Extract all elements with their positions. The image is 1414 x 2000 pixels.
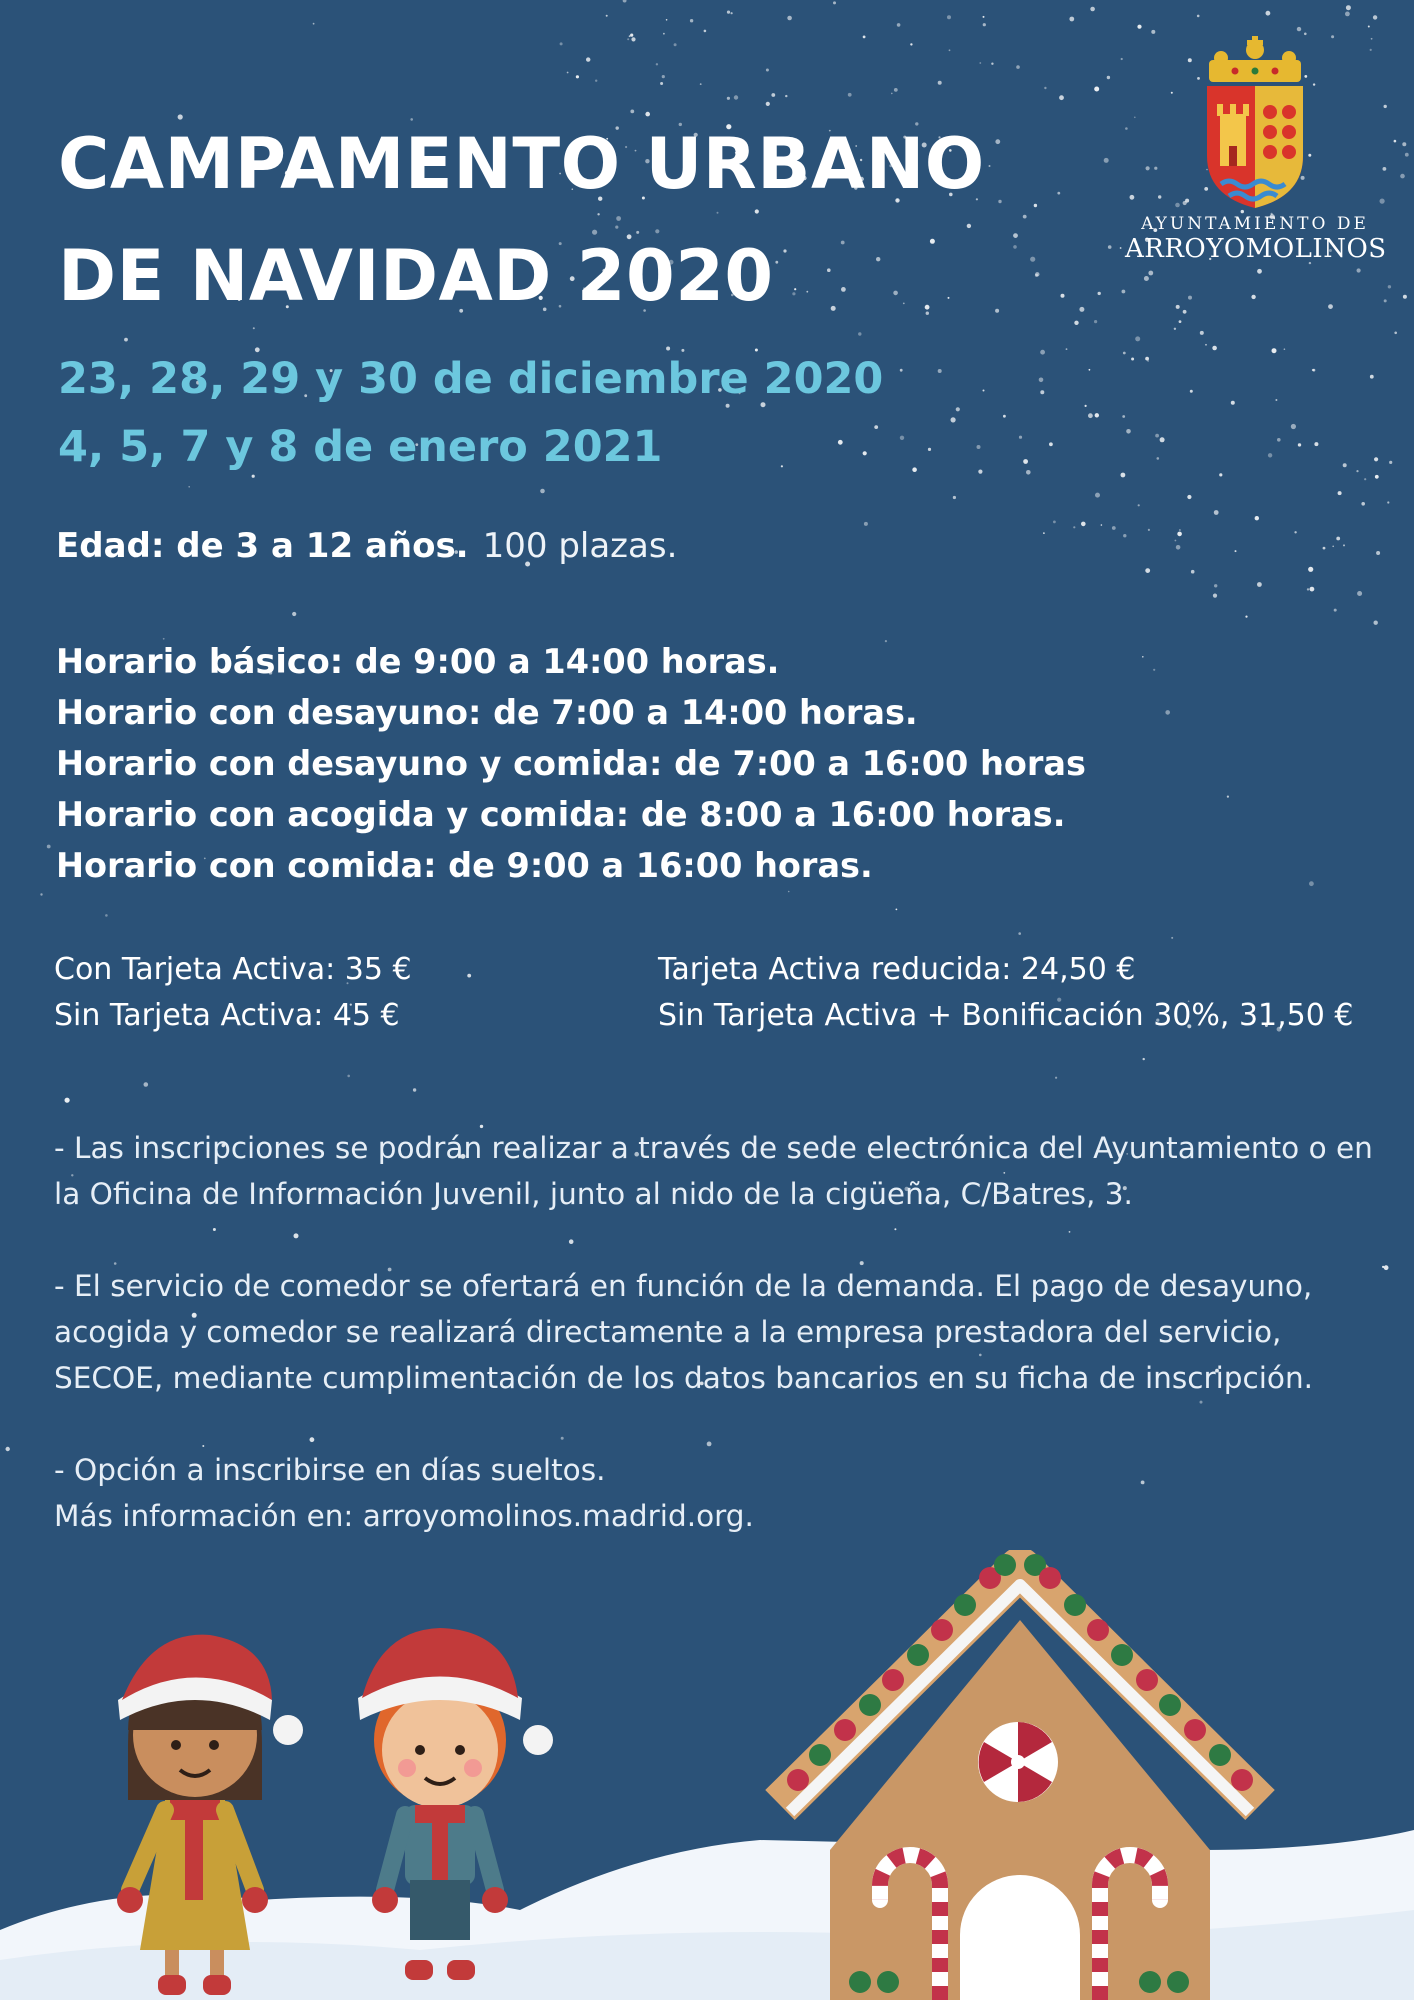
municipality-logo [1125,36,1385,276]
snowflake [983,16,985,18]
snowflake [1219,473,1222,476]
snowflake [1257,582,1262,587]
snowflake [1370,375,1374,379]
snowflake [1368,26,1370,28]
snowflake [1137,25,1141,29]
snowflake [188,486,190,488]
snowflake [1343,544,1345,546]
snowflake [105,914,108,917]
snowflake [896,909,898,911]
snowflake [1019,436,1022,439]
snowflake [1205,344,1207,346]
snowflake [785,95,787,97]
snowflake [1121,58,1123,60]
snowflake [1346,5,1351,10]
price-item: Sin Tarjeta Activa + Bonificación 30%, 31,50 € [658,998,1354,1033]
snowflake [1040,350,1045,355]
snowflake [727,97,730,100]
snowflake [313,23,315,25]
snowflake [1013,245,1017,249]
snowflake [1107,76,1110,79]
snowflake [1191,570,1195,574]
snowflake [998,200,1001,203]
snowflake [662,75,665,78]
snowflake [1298,443,1301,446]
registration-note: - Las inscripciones se podrán realizar a través de sede electrónica del Ayuntamiento o en la Oficina de Información Juvenil, junto al nido de la cigüeña, C/Batres, 3. [54,1131,1373,1211]
snowflake [1101,524,1103,526]
snowflake [1057,192,1060,195]
snowflake [766,69,769,72]
snowflake [1026,470,1031,475]
snowflake [1088,413,1093,418]
loose-days-note: - Opción a inscribirse en días sueltos. [54,1453,606,1487]
snowflake [124,338,128,342]
snowflake [1266,11,1271,16]
snowflake [1085,405,1087,407]
snowflake [1123,534,1126,537]
snowflake [731,12,733,14]
snowflake [666,19,668,21]
snowflake [1231,401,1235,405]
snowflake [1016,65,1020,69]
snowflake [1171,937,1173,939]
snowflake [1121,473,1126,478]
snowflake [1151,30,1155,34]
snowflake [912,467,917,472]
snowflake [953,496,956,499]
snowflake [989,165,991,167]
snowflake [1376,551,1380,555]
snowflake [47,845,51,849]
snowflake [674,43,677,46]
snowflake [1284,348,1286,350]
prices-left-column [54,947,412,1039]
dates-december: 23, 28, 29 y 30 de diciembre 2020 [58,354,884,404]
snowflake [1403,295,1407,299]
snowflake [1361,502,1365,506]
more-info-link: Más información en: arroyomolinos.madrid.org. [54,1499,754,1533]
schedule-item: Horario con comida: de 9:00 a 16:00 horas. [56,846,873,885]
snowflake [1356,470,1358,472]
snowflake [1023,459,1028,464]
snowflake [1081,522,1086,527]
dining-note: - El servicio de comedor se ofertará en función de la demanda. El pago de desayuno, acogida y comedor se realizará directamente a la empresa prestadora del servicio, SECOE, mediante cumplimentación de los datos bancarios en su ficha de inscripción. [54,1269,1314,1395]
snowflake [1040,390,1044,394]
snowflake [977,445,981,449]
snowflake [623,0,627,3]
snowflake [606,15,608,17]
snowflake [1291,424,1296,429]
snowflake [938,369,942,373]
snowflake [1310,587,1315,592]
snowflake [1297,27,1301,31]
snowflake [1175,540,1177,542]
snowflake [65,1098,70,1103]
schedule-item: Horario con acogida y comida: de 8:00 a 16:00 horas. [56,795,1066,834]
snowflake [983,390,985,392]
snowflake [1214,584,1217,587]
snowflake [467,974,471,978]
snowflake [1074,321,1078,325]
snowflake [1389,461,1392,464]
snowflake [1277,438,1281,442]
snowflake [864,522,868,526]
snowflake [1227,796,1229,798]
snowflake [1013,233,1018,238]
snowflake [928,448,931,451]
snowflake [1034,204,1037,207]
age-range: Edad: de 3 a 12 años. [56,526,469,566]
schedule-item: Horario básico: de 9:00 a 14:00 horas. [56,642,780,681]
snowflake [1145,357,1149,361]
snowflake [894,88,898,92]
snowflake [1312,369,1314,371]
snowflake [1153,669,1155,671]
snowflake [1357,591,1362,596]
snowflake [1183,310,1187,314]
snowflake [567,72,569,74]
snowflake [1394,332,1397,335]
snowflake [1214,510,1219,515]
snowflake [766,102,770,106]
snowflake [1165,710,1170,715]
gingerbread-house-illustration [780,1554,1260,2000]
snowflake [983,23,986,26]
snowflake [1388,285,1391,288]
information-notes [54,1125,1374,1539]
snowflake [1332,546,1334,548]
snowflake [1328,304,1333,309]
snowflake [947,15,951,19]
snowflake [1122,415,1125,418]
schedule-item: Horario con desayuno y comida: de 7:00 a 16:00 horas [56,744,1086,783]
snowflake [1095,493,1100,498]
snowflake [848,93,852,97]
snowflake [1094,87,1099,92]
price-item: Con Tarjeta Activa: 35 € [54,952,412,987]
snowflake [1073,526,1075,528]
snowflake [1308,567,1313,572]
schedule-item: Horario con desayuno: de 7:00 a 14:00 horas. [56,693,918,732]
snowflake [1112,526,1116,530]
snowflake [1384,299,1387,302]
snowflake [949,49,951,51]
snowflake [1003,415,1006,418]
snowflake [540,489,545,494]
snowflake [1294,531,1296,533]
snowflake [1251,295,1255,299]
snowflake [1138,504,1140,506]
snowflake [1157,457,1160,460]
snowflake [630,34,633,37]
snowflake [1400,174,1405,179]
snowflake [1179,320,1182,323]
snowflake [1405,153,1409,157]
snowflake [1122,290,1126,294]
snowflake [1079,307,1084,312]
snowflake [704,30,707,33]
snowflake [1090,7,1095,12]
page-title [58,108,985,332]
snowflake [1098,292,1101,295]
snowflake [978,470,982,474]
snowflake [1373,15,1377,19]
logo-caption-bottom: ARROYOMOLINOS [1125,234,1387,264]
places-count: 100 plazas. [482,526,678,566]
title-line-1: CAMPAMENTO URBANO [58,123,985,205]
coat-of-arms-icon [1125,36,1385,216]
snowflake [1030,257,1035,262]
snowflake [1069,17,1074,22]
snowflake [1176,305,1180,309]
snowflake [1126,429,1131,434]
snowflake [1104,158,1109,163]
snowflake [700,83,702,85]
snowflake [1095,413,1099,417]
snowflake [1200,331,1204,335]
snowflake [1131,358,1134,361]
snowflake [1343,463,1347,467]
snowflake [1160,437,1165,442]
snowflake [1043,532,1045,534]
snowflake [951,417,956,422]
snowflake [627,38,629,40]
snowflake [1314,442,1318,446]
snowflake [900,436,904,440]
snowflake [1120,247,1122,249]
snowflake [1394,140,1397,143]
snowflake [1375,475,1379,479]
snowflake [1374,621,1378,625]
snowflake [1338,491,1342,495]
snowflake [1272,348,1277,353]
snowflake [1061,294,1065,298]
snowflake [1044,87,1046,89]
snowflake [1135,336,1140,341]
snowflake [991,63,993,65]
snowflake [910,43,912,45]
snowflake [1039,378,1044,383]
snowflake [1144,276,1149,281]
snowflake [1148,529,1150,531]
snowflake [1035,272,1039,276]
snowflake [660,82,663,85]
snowflake [1155,434,1159,438]
snowflake [1384,1265,1389,1270]
snowflake [1053,521,1056,524]
snowflake [1145,568,1150,573]
schedule-list [56,636,1086,891]
prices-right-column [658,947,1353,1039]
snowflake [1364,478,1366,480]
snowflake [690,19,693,22]
snowflake [1089,369,1091,371]
snowflake [1188,296,1192,300]
snowflake [1142,656,1144,658]
title-line-2: DE NAVIDAD 2020 [58,235,774,317]
snowflake [1307,588,1309,590]
age-and-places [56,521,677,571]
snowflake [1374,457,1378,461]
snowflake [1059,95,1064,100]
snowflake [891,93,893,95]
snowflake [1018,932,1021,935]
snowflake [1345,12,1350,17]
snowflake [1174,328,1176,330]
snowflake [1382,1266,1384,1268]
snowflake [663,33,665,35]
snowflake [631,37,635,41]
snowflake [956,407,960,411]
snowflake [1177,532,1182,537]
dates-january: 4, 5, 7 y 8 de enero 2021 [58,422,663,472]
snowflake [1323,547,1326,550]
snowflake [595,80,597,82]
snowflake [6,1447,10,1451]
snowflake [1123,352,1126,355]
snowflake [586,57,590,61]
snowflake [1213,594,1217,598]
snowflake [1187,495,1191,499]
snowflake [1334,609,1337,612]
snowflake [1190,390,1193,393]
snowflake [1108,245,1112,249]
snowflake [938,81,942,85]
snowflake [1275,399,1277,401]
snowflake [656,63,658,65]
snowflake [863,36,866,39]
snowflake [576,75,579,78]
snowflake [858,332,861,335]
snowflake [787,16,792,21]
price-item: Sin Tarjeta Activa: 45 € [54,998,400,1033]
logo-caption-top: AYUNTAMIENTO DE [1141,214,1369,234]
snowflake [1049,442,1053,446]
snowflake [979,62,981,64]
snowflake [1235,550,1237,552]
snowflake [1304,33,1307,36]
snowflake [1176,545,1181,550]
snowflake [771,93,775,97]
snowflake [292,612,296,616]
snowflake [1179,529,1181,531]
snowflake [1245,616,1247,618]
snowflake [347,1075,350,1078]
snowflake [734,95,738,99]
snowflake [1336,537,1340,541]
option-note [54,1447,1374,1539]
snowflake [1268,453,1272,457]
snowflake [727,11,730,14]
snowflake [833,1,836,4]
snowflake [995,309,999,313]
price-item: Tarjeta Activa reducida: 24,50 € [658,952,1136,987]
snowflake [1023,215,1027,219]
snowflake [1066,348,1068,350]
snowflake [995,139,1000,144]
snowflake [1309,881,1314,886]
camp-dates [58,345,883,481]
snowflake [1212,346,1217,351]
snowflake [1143,1058,1145,1060]
snowflake [900,369,903,372]
christmas-illustration [0,1550,1414,2000]
snowflake [413,1088,416,1091]
snowflake [897,23,901,27]
snowflake [1255,516,1259,520]
snowflake [40,893,42,895]
snowflake [1387,501,1389,503]
snowflake [1094,320,1097,323]
snowflake [144,1082,149,1087]
snowflake [1055,1077,1057,1079]
snowflake [560,42,563,45]
snowflake [1402,142,1406,146]
snowflake [1197,15,1200,18]
